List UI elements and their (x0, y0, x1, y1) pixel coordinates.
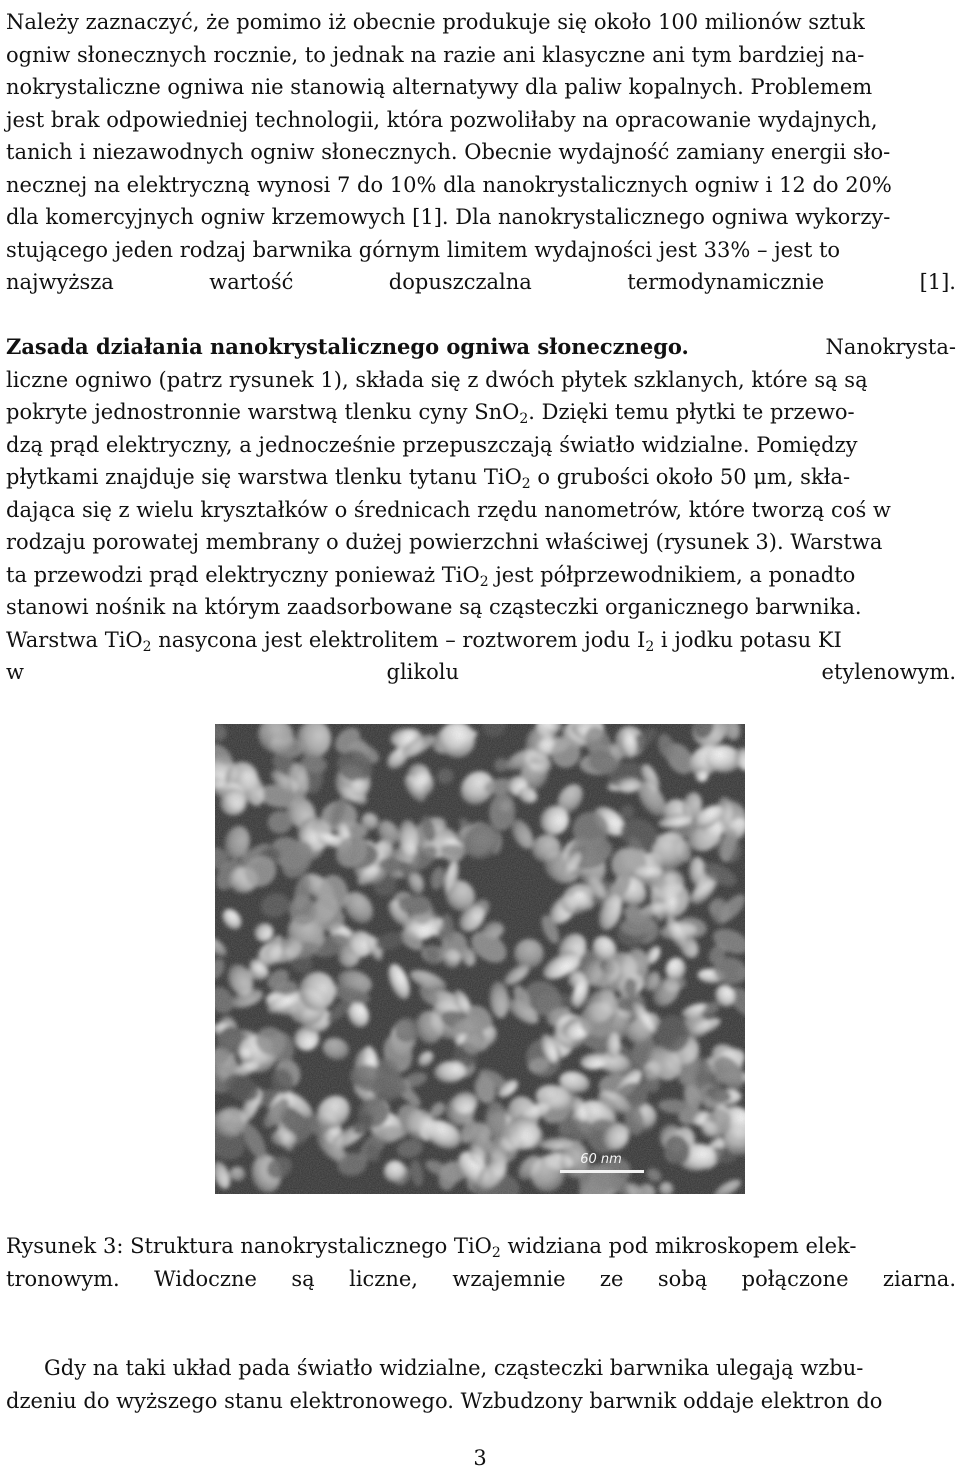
text-fragment: ta przewodzi prąd elektryczny ponieważ TiO$_2$ jest półprzewodnikiem, a ponadto (6, 562, 856, 590)
text-line: tronowym. Widoczne są liczne, wzajemnie ze sobą połączone ziarna. (6, 1266, 956, 1291)
text-line: ogniw słonecznych rocznie, to jednak na razie ani klasyczne ani tym bardziej na- (6, 42, 865, 67)
text-line: stanowi nośnik na którym zaadsorbowane są cząsteczki organicznego barwnika. (6, 595, 862, 619)
micrograph-graphic (215, 724, 745, 1194)
paragraph-excitation (6, 1352, 956, 1417)
text-line: necznej na elektryczną wynosi 7 do 10% dla nanokrystalicznych ogniw i 12 do 20% (6, 172, 892, 197)
text-line: dająca się z wielu kryształków o średnicach rzędu nanometrów, które tworzą coś w (6, 497, 891, 522)
text-line: Gdy na taki układ pada światło widzialne, cząsteczki barwnika ulegają wzbu- (44, 1356, 864, 1380)
text-line: w glikolu etylenowym. (6, 660, 956, 684)
text-line: tanich i niezawodnych ogniw słonecznych. Obecnie wydajność zamiany energii sło- (6, 140, 891, 164)
text-line: rodzaju porowatej membrany o dużej powierzchni właściwej (rysunek 3). Warstwa (6, 530, 883, 554)
text-line (6, 331, 956, 364)
text-line (6, 461, 956, 494)
figure-caption (6, 1230, 956, 1295)
sem-micrograph-image (215, 724, 745, 1194)
text-line: dzą prąd elektryczny, a jednocześnie przepuszczają światło widzialne. Pomiędzy (6, 432, 858, 457)
text-line: dla komercyjnych ogniw krzemowych [1]. Dla nanokrystalicznego ogniwa wykorzy- (6, 205, 891, 229)
text-fragment: Warstwa TiO$_2$ nasycona jest elektrolitem – roztworem jodu $I_2$ i jodku potasu KI (6, 627, 842, 655)
scale-bar-label: 60 nm (580, 1152, 622, 1167)
text-line (6, 624, 956, 657)
text-line: najwyższa wartość dopuszczalna termodynamicznie [1]. (6, 270, 956, 294)
text-line: nokrystaliczne ogniwa nie stanowią alternatywy dla paliw kopalnych. Problemem (6, 75, 873, 99)
text-fragment: płytkami znajduje się warstwa tlenku tytanu TiO$_2$ o grubości około 50 μm, skła- (6, 465, 851, 492)
paragraph-intro (6, 6, 956, 299)
page-number: 3 (473, 1446, 487, 1470)
paragraph-principle (6, 331, 956, 689)
scale-bar (560, 1170, 644, 1173)
text-line: stującego jeden rodzaj barwnika górnym limitem wydajności jest 33% – jest to (6, 237, 841, 262)
text-line (6, 396, 956, 429)
text-line: jest brak odpowiedniej technologii, która pozwoliłaby na opracowanie wydajnych, (6, 107, 878, 132)
text-line: dzeniu do wyższego stanu elektronowego. Wzbudzony barwnik oddaje elektron do (6, 1388, 883, 1413)
text-line (6, 1230, 956, 1263)
text-fragment: pokryte jednostronnie warstwą tlenku cyny SnO$_2$. Dzięki temu płytki te przewo- (6, 400, 855, 427)
text-line: liczne ogniwo (patrz rysunek 1), składa się z dwóch płytek szklanych, które są są (6, 367, 868, 392)
text-line: Należy zaznaczyć, że pomimo iż obecnie produkuje się około 100 milionów sztuk (6, 10, 865, 34)
text-fragment: Rysunek 3: Struktura nanokrystalicznego TiO$_2$ widziana pod mikroskopem elek- (6, 1234, 857, 1261)
text-fragment: Nanokrysta- (825, 335, 956, 359)
text-line (6, 559, 956, 592)
section-heading: Zasada działania nanokrystalicznego ogniwa słonecznego. (6, 334, 689, 359)
